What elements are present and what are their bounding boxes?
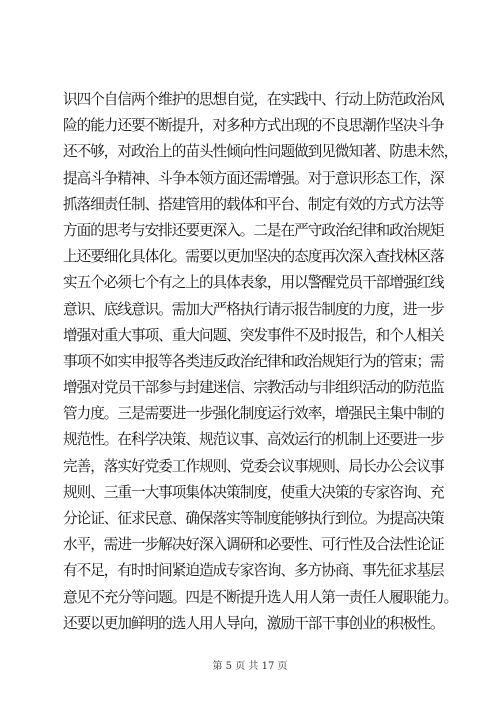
text-line: 管力度。三是需要进一步强化制度运行效率，增强民主集中制的	[63, 405, 444, 423]
text-line: 事项不如实申报等各类违反政治纪律和政治规矩行为的管束；需	[63, 352, 444, 370]
text-line: 抓落细责任制、搭建管用的载体和平台、制定有效的方式方法等	[63, 195, 444, 213]
text-line: 还要以更加鲜明的选人用人导向，激励干部干事创业的积极性。	[63, 614, 444, 632]
text-line: 意识、底线意识。需加大严格执行请示报告制度的力度，进一步	[63, 300, 444, 318]
text-line: 有不足，有时时间紧迫造成专家咨询、多方协商、事先征求基层	[63, 562, 444, 580]
body-text	[63, 87, 458, 637]
text-line: 实五个必须七个有之上的具体表象，用以警醒党员干部增强红线	[63, 274, 444, 292]
text-line: 意见不充分等问题。四是不断提升选人用人第一责任人履职能力。	[63, 588, 458, 606]
text-line: 完善，落实好党委工作规则、党委会议事规则、局长办公会议事	[63, 457, 444, 475]
text-line: 险的能力还要不断提升，对多种方式出现的不良思潮作坚决斗争	[63, 117, 444, 135]
text-line: 规则、三重一大事项集体决策制度，使重大决策的专家咨询、充	[63, 483, 444, 501]
text-line: 还不够，对政治上的苗头性倾向性问题做到见微知著、防患未然，	[63, 143, 458, 161]
text-line: 分论证、征求民意、确保落实等制度能够执行到位。为提高决策	[63, 510, 444, 527]
text-line: 方面的思考与安排还要更深入。二是在严守政治纪律和政治规矩	[63, 221, 444, 239]
page-footer: 第 5 页 共 17 页	[212, 661, 288, 672]
text-line: 增强对重大事项、重大问题、突发事件不及时报告，和个人相关	[63, 326, 444, 344]
text-line: 规范性。在科学决策、规范议事、高效运行的机制上还要进一步	[63, 431, 444, 449]
text-line: 上还要细化具体化。需要以更加坚决的态度再次深入查找林区落	[63, 248, 444, 266]
text-line: 识四个自信两个维护的思想自觉，在实践中、行动上防范政治风	[63, 91, 444, 108]
text-line: 增强对党员干部参与封建迷信、宗教活动与非组织活动的防范监	[63, 379, 444, 397]
text-line: 水平，需进一步解决好深入调研和必要性、可行性及合法性论证	[63, 536, 444, 554]
text-line: 提高斗争精神、斗争本领方面还需增强。对于意识形态工作，深	[63, 169, 444, 187]
